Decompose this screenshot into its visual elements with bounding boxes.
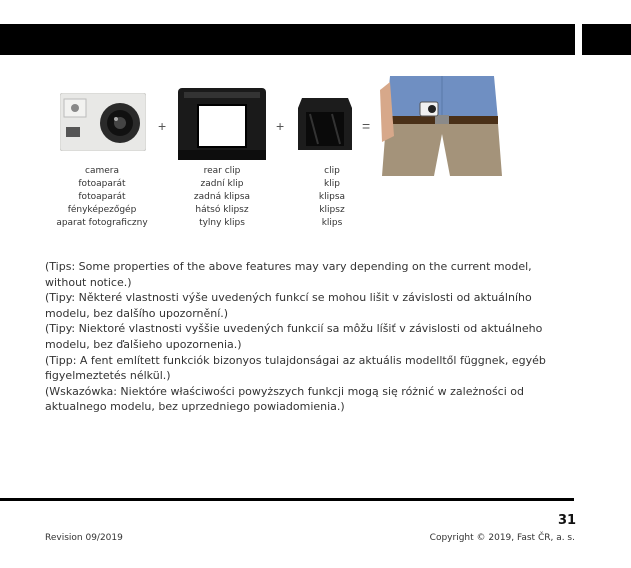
caption-line: zadní klip: [200, 179, 244, 189]
revision-label: Revision 09/2019: [45, 533, 123, 543]
caption-clip: [302, 165, 362, 230]
caption-line: klipsa: [318, 192, 346, 202]
caption-line: clip: [324, 166, 340, 176]
person-wearing-camera-image: [380, 76, 504, 176]
tip-hu: (Tipp: A fent említett funkciók bizonyos tulajdonságai az aktuális modelltől függnek, egyéb figyelmeztetés nélkül.): [45, 353, 546, 383]
tip-sk: (Tipy: Niektoré vlastnosti vyššie uvedených funkcií sa môžu líšiť v závislosti od aktuálneho modelu, bez ďalšieho upozornenia.): [45, 322, 543, 351]
clip-image: [296, 94, 354, 158]
copyright-label: Copyright © 2019, Fast ČR, a. s.: [429, 533, 575, 543]
page-number: 31: [558, 513, 577, 528]
caption-line: klip: [324, 179, 340, 189]
caption-line: zadná klipsa: [193, 192, 251, 202]
tip-cz: (Tipy: Některé vlastnosti výše uvedených funkcí se mohou lišit v závislosti od aktuálního modelu, bez dalšího upozornění.): [45, 291, 532, 320]
caption-line: klips: [321, 218, 343, 228]
accessory-illustration: [0, 76, 631, 176]
caption-camera: [48, 165, 156, 230]
tip-pl: (Wskazówka: Niektóre właściwości powyższych funkcji mogą się różnić w zależności od aktualnego modelu, bez uprzedniego powiadomienia.): [45, 384, 524, 414]
camera-image: [60, 93, 146, 151]
tip-en: (Tips: Some properties of the above features may vary depending on the current model, without notice.): [45, 260, 532, 289]
caption-line: tylny klips: [199, 218, 245, 228]
tips-notes: [45, 259, 555, 415]
caption-line: camera: [85, 166, 119, 176]
caption-line: aparat fotograficzny: [56, 218, 148, 228]
caption-rear-clip: [180, 165, 264, 230]
caption-line: rear clip: [203, 166, 241, 176]
caption-line: fotoaparát: [78, 179, 126, 189]
caption-line: fotoaparát: [78, 192, 126, 202]
equals-sign: =: [362, 118, 371, 134]
caption-line: fényképezőgép: [67, 205, 137, 215]
footer-divider: [0, 498, 574, 501]
caption-line: hátsó klipsz: [195, 205, 249, 215]
caption-line: klipsz: [319, 205, 345, 215]
plus-sign: +: [158, 118, 167, 134]
rear-clip-image: [178, 88, 266, 160]
header-tab: [582, 24, 631, 55]
header-bar: [0, 24, 575, 55]
plus-sign: +: [276, 118, 285, 134]
